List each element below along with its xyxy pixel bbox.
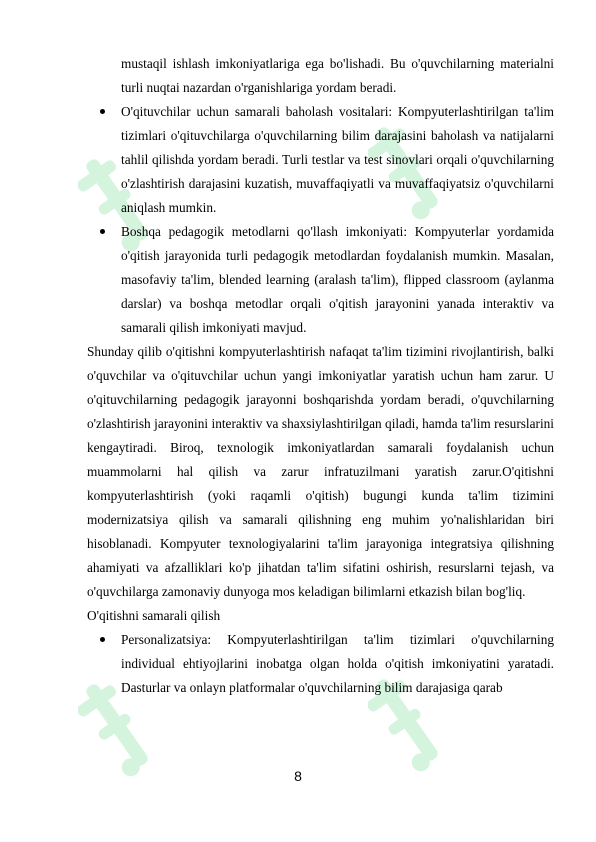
continuation-paragraph: mustaqil ishlash imkoniyatlariga ega bo'lishadi. Bu o'quvchilarning materialni turli nuqtai nazardan o'rganishlariga yordam beradi. [121, 56, 554, 95]
list-item-text: Personalizatsiya: Kompyuterlashtirilgan ta'lim tizimlari o'quvchilarning individual ehtiyojlarini inobatga olgan holda o'qitish imkoniyatini yaratadi. Dasturlar va onlayn platformalar o'quvchilarning bilim darajasiga qarab [121, 632, 554, 695]
list-item-text: Kompyuterlashtirilgan ta'lim tizimlari o'qituvchilarga o'quvchilarning bilim darajasini baholash va natijalarni tahlil qilishda yordam beradi. Turli testlar va test sinovlari orqali o'quvchilarning o'zlashtirish darajasini kuzatish, muvaffaqiyatli va muvaffaqiyatsiz o'quvchilarni aniqlash mumkin. [121, 104, 555, 215]
bullet-icon [100, 109, 105, 114]
bullet-icon [100, 637, 105, 642]
page-body [87, 52, 554, 700]
bullet-icon [100, 229, 105, 234]
list-item-text: Kompyuterlar yordamida o'qitish jarayonida turli pedagogik metodlardan foydalanish mumkin. Masalan, masofaviy ta'lim, blended learning (aralash ta'lim), flipped classroom (aylanma darslar) va boshqa metodlar orqali o'qitish jarayonini yanada interaktiv va samarali qilish imkoniyati mavjud. [121, 224, 554, 335]
list-item [87, 100, 554, 220]
body-paragraph: Shunday qilib o'qitishni kompyuterlashtirish nafaqat ta'lim tizimini rivojlantirish, balki o'quvchilar va o'qituvchilar uchun yangi imkoniyatlar yaratish uchun ham zarur. U o'qituvchilarning pedagogik jarayonni boshqarishda yordam beradi, o'quvchilarning o'zlashtirish jarayonini interaktiv va shaxsiylashtirilgan qiladi, hamda ta'lim resurslarini kengaytiradi. Biroq, texnologik imkoniyatlardan samarali foydalanish uchun muammolarni hal qilish va zarur infratuzilmani yaratish zarur.O'qitishni kompyuterlashtirish (yoki raqamli o'qitish) bugungi kunda ta'lim tizimini modernizatsiya qilish va samarali qilishning eng muhim yo'nalishlaridan biri hisoblanadi. Kompyuter texnologiyalarini ta'lim jarayoniga integratsiya qilishning ahamiyati va afzalliklari ko'p jihatdan ta'lim sifatini oshirish, resurslarni tejash, va o'quvchilarga zamonaviy dunyoga mos keladigan bilimlarni etkazish bilan bog'liq. [87, 344, 554, 599]
page-number: 8 [294, 768, 302, 784]
list-item [87, 628, 554, 700]
list-item-lead: Boshqa pedagogik metodlarni qo'llash imkoniyati: [121, 224, 408, 239]
list-item-lead: O'qituvchilar uchun samarali baholash vositalari: [121, 104, 393, 119]
section-heading: O'qitishni samarali qilish [87, 608, 221, 623]
list-item [87, 220, 554, 340]
